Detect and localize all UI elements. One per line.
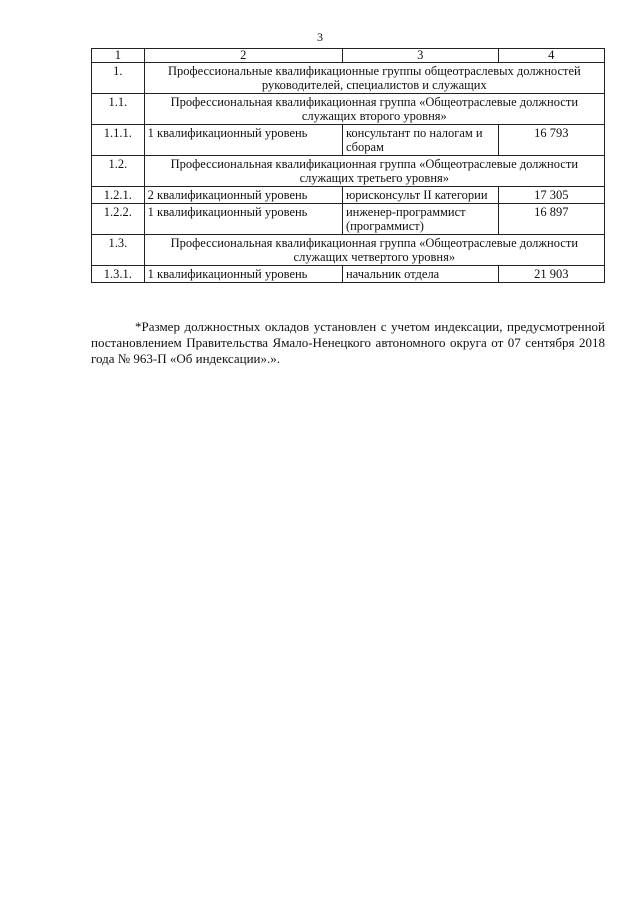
row-number: 1.2.2. <box>92 204 145 235</box>
table-header-row <box>92 49 605 63</box>
row-number: 1.2. <box>92 156 145 187</box>
row-number: 1.1. <box>92 94 145 125</box>
table-row-group <box>92 235 605 266</box>
group-title: Профессиональные квалификационные группы общеотраслевых должностей руководителей, специалистов и служащих <box>144 63 604 94</box>
table-row-group <box>92 63 605 94</box>
salary-table <box>91 48 605 283</box>
row-number: 1.3. <box>92 235 145 266</box>
table-row <box>92 204 605 235</box>
table-row-group <box>92 156 605 187</box>
salary-amount: 17 305 <box>498 187 604 204</box>
row-number: 1.2.1. <box>92 187 145 204</box>
salary-amount: 16 897 <box>498 204 604 235</box>
position-name: начальник отдела <box>342 266 498 283</box>
header-cell-3: 3 <box>342 49 498 63</box>
footnote <box>91 319 605 367</box>
header-cell-4: 4 <box>498 49 604 63</box>
table-row <box>92 187 605 204</box>
group-title: Профессиональная квалификационная группа «Общеотраслевые должности служащих третьего уровня» <box>144 156 604 187</box>
position-name: консультант по налогам и сборам <box>342 125 498 156</box>
position-name: инженер-программист (программист) <box>342 204 498 235</box>
row-number: 1. <box>92 63 145 94</box>
salary-amount: 21 903 <box>498 266 604 283</box>
group-title: Профессиональная квалификационная группа «Общеотраслевые должности служащих второго уровня» <box>144 94 604 125</box>
row-number: 1.3.1. <box>92 266 145 283</box>
footnote-text: *Размер должностных окладов установлен с учетом индексации, предусмотренной постановлением Правительства Ямало-Ненецкого автономного округа от 07 сентября 2018 года № 963-П «Об индексации».». <box>91 319 605 366</box>
qualification-level: 1 квалификационный уровень <box>144 266 342 283</box>
table-row-group <box>92 94 605 125</box>
qualification-level: 1 квалификационный уровень <box>144 204 342 235</box>
salary-amount: 16 793 <box>498 125 604 156</box>
position-name: юрисконсульт II категории <box>342 187 498 204</box>
table-row <box>92 266 605 283</box>
qualification-level: 2 квалификационный уровень <box>144 187 342 204</box>
row-number: 1.1.1. <box>92 125 145 156</box>
page-number: 3 <box>317 30 323 44</box>
table-row <box>92 125 605 156</box>
qualification-level: 1 квалификационный уровень <box>144 125 342 156</box>
header-cell-2: 2 <box>144 49 342 63</box>
group-title: Профессиональная квалификационная группа «Общеотраслевые должности служащих четвертого уровня» <box>144 235 604 266</box>
header-cell-1: 1 <box>92 49 145 63</box>
